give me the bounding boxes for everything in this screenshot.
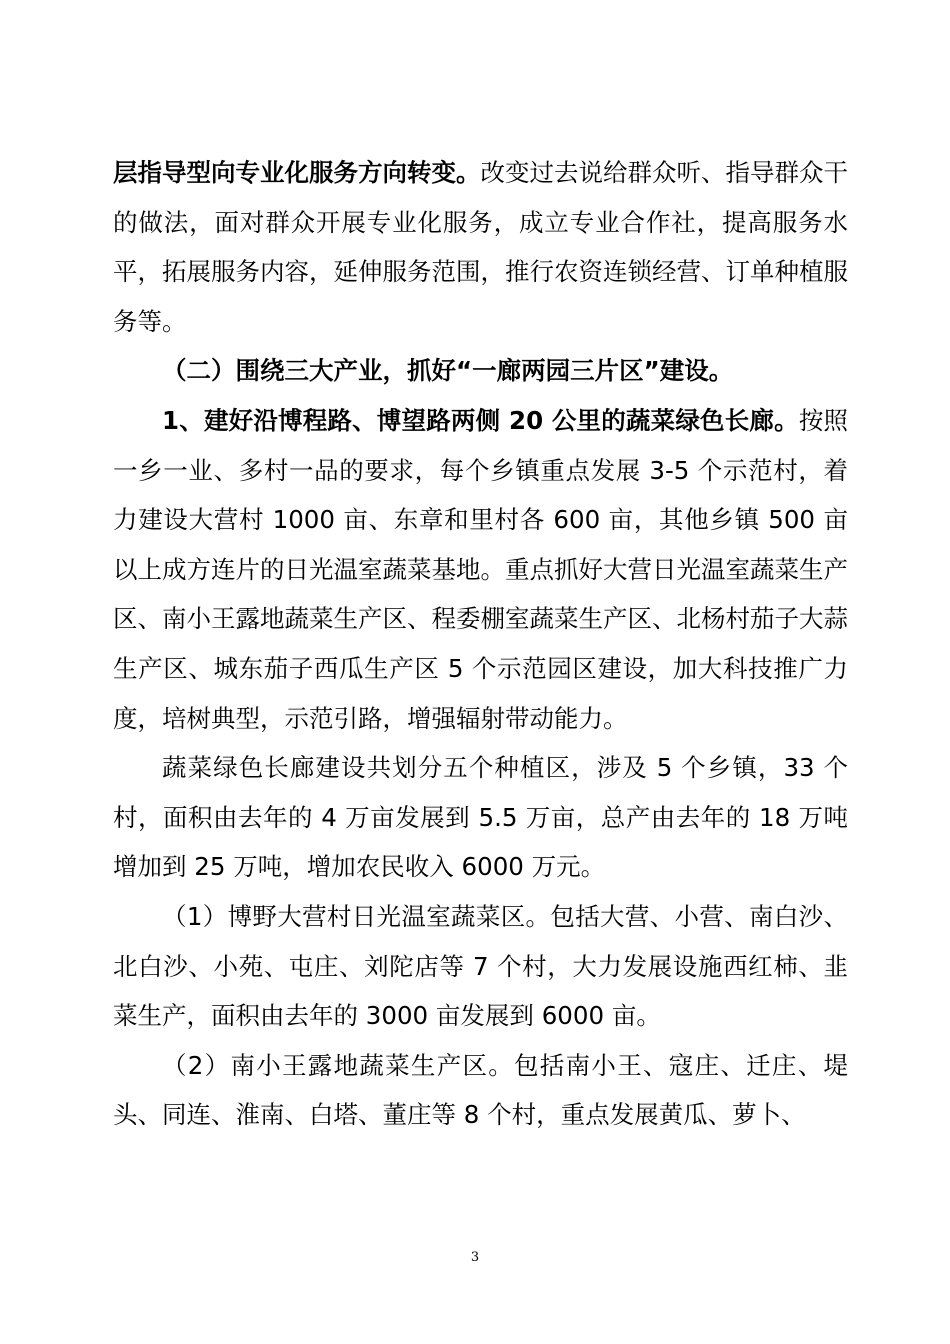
body-text <box>113 148 848 1140</box>
bold-lead: 层指导型向专业化服务方向转变。 <box>113 158 481 187</box>
paragraph-text: 改变过去说给群众听、指导群众干的做法，面对群众开展专业化服务，成立专业合作社，提高服务水平，拓展服务内容，延伸服务范围，推行农资连锁经营、订单种植服务等。 <box>113 158 848 336</box>
bold-lead: 1、建好沿博程路、博望路两侧 20 公里的蔬菜绿色长廊。 <box>162 405 799 435</box>
paragraph-service-transformation <box>113 148 848 346</box>
paragraph-zone-2: （2）南小王露地蔬菜生产区。包括南小王、寇庄、迁庄、堤头、同连、淮南、白塔、董庄等 8 个村，重点发展黄瓜、萝卜、 <box>113 1050 848 1130</box>
paragraph-vegetable-corridor <box>113 396 848 743</box>
paragraph-zone-1: （1）博野大营村日光温室蔬菜区。包括大营、小营、南白沙、北白沙、小苑、屯庄、刘陀店等 7 个村，大力发展设施西红柿、韭菜生产，面积由去年的 3000 亩发展到 6000 亩。 <box>113 901 848 1031</box>
section-heading: （二）围绕三大产业，抓好“一廊两园三片区”建设。 <box>162 356 734 386</box>
page-number: 3 <box>470 1250 480 1265</box>
paragraph-planting-zones: 蔬菜绿色长廊建设共划分五个种植区，涉及 5 个乡镇，33 个村，面积由去年的 4 万亩发展到 5.5 万亩，总产由去年的 18 万吨增加到 25 万吨，增加农民收入 6000 万元。 <box>113 753 848 882</box>
paragraph-text: 按照一乡一业、多村一品的要求，每个乡镇重点发展 3-5 个示范村，着力建设大营村 1000 亩、东章和里村各 600 亩，其他乡镇 500 亩以上成方连片的日光温室蔬菜基地。重点抓好大营日光温室蔬菜生产区、南小王露地蔬菜生产区、程委棚室蔬菜生产区、北杨村茄子大蒜生产区、城东茄子西瓜生产区 5 个示范园区建设，加大科技推广力度，培树典型，示范引路，增强辐射带动能力。 <box>113 405 849 733</box>
